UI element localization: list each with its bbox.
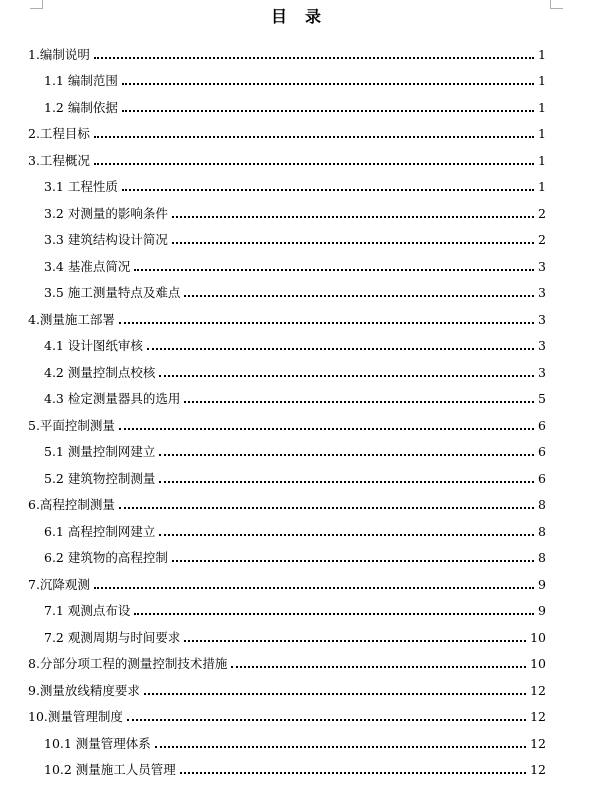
toc-entry-title[interactable]: 3.工程概况 [28, 152, 90, 168]
toc-page-number: 3 [538, 338, 546, 353]
toc-page-number: 1 [538, 73, 546, 88]
toc-dot-leader [231, 666, 526, 668]
toc-page-number: 1 [538, 152, 546, 168]
toc-entry-title[interactable]: 2.工程目标 [28, 126, 90, 141]
toc-entry[interactable] [28, 594, 546, 621]
toc-page-number: 3 [538, 311, 546, 327]
toc-entry[interactable] [28, 753, 546, 780]
toc-page-number: 12 [530, 735, 546, 751]
toc-dot-leader [134, 613, 534, 615]
toc-page-number: 8 [538, 523, 546, 539]
toc-entry-title[interactable]: 3.2 对测量的影响条件 [44, 205, 168, 221]
toc-page-number: 12 [530, 762, 546, 777]
toc-entry[interactable] [28, 541, 546, 568]
toc-page-number: 1 [538, 126, 546, 141]
toc-dot-leader [119, 428, 534, 430]
toc-entry-title[interactable]: 5.2 建筑物控制测量 [44, 470, 156, 486]
toc-dot-leader [184, 401, 534, 403]
toc-page-number: 1 [538, 179, 546, 194]
toc-entry[interactable] [28, 514, 546, 541]
toc-entry[interactable] [28, 647, 546, 674]
toc-entry[interactable] [28, 408, 546, 435]
toc-entry-title[interactable]: 6.2 建筑物的高程控制 [44, 550, 168, 565]
toc-entry-title[interactable]: 5.1 测量控制网建立 [44, 444, 156, 459]
toc-entry[interactable] [28, 64, 546, 91]
toc-page-number: 9 [538, 576, 546, 592]
toc-entry-title[interactable]: 5.平面控制测量 [28, 417, 115, 433]
toc-dot-leader [147, 348, 534, 350]
toc-entry[interactable] [28, 726, 546, 753]
toc-entry-title[interactable]: 8.分部分项工程的测量控制技术措施 [28, 656, 228, 671]
toc-dot-leader [180, 772, 526, 774]
toc-dot-leader [122, 110, 534, 112]
toc-entry[interactable] [28, 276, 546, 303]
toc-entry[interactable] [28, 223, 546, 250]
toc-entry[interactable] [28, 249, 546, 276]
toc-page-number: 6 [538, 444, 546, 459]
toc-page-number: 3 [538, 258, 546, 274]
toc-entry[interactable] [28, 170, 546, 197]
toc-page-number: 8 [538, 497, 546, 512]
toc-dot-leader [172, 560, 534, 562]
toc-dot-leader [172, 216, 534, 218]
toc-entry[interactable] [28, 435, 546, 462]
toc-entry[interactable] [28, 620, 546, 647]
toc-page-number: 8 [538, 550, 546, 565]
toc-page-number: 6 [538, 417, 546, 433]
toc-page-number: 2 [538, 232, 546, 247]
toc-page-number: 3 [538, 285, 546, 300]
toc-page-number: 2 [538, 205, 546, 221]
toc-entry-title[interactable]: 3.3 建筑结构设计简况 [44, 232, 168, 247]
toc-entry-title[interactable]: 4.3 检定测量器具的选用 [44, 391, 181, 406]
toc-page-number: 6 [538, 470, 546, 486]
toc-dot-leader [127, 719, 526, 721]
toc-entry[interactable] [28, 673, 546, 700]
toc-dot-leader [184, 640, 526, 642]
toc-page-number: 12 [530, 709, 546, 724]
toc-page-number: 1 [538, 46, 546, 62]
toc-dot-leader [119, 322, 534, 324]
toc-dot-leader [134, 269, 534, 271]
toc-dot-leader [94, 57, 534, 59]
toc-entry-title[interactable]: 4.测量施工部署 [28, 311, 115, 327]
toc-dot-leader [184, 295, 534, 297]
toc-page-number: 12 [530, 682, 546, 698]
toc-entry[interactable] [28, 90, 546, 117]
toc-entry-title[interactable]: 3.4 基准点简况 [44, 258, 131, 274]
toc-entry-title[interactable]: 7.沉降观测 [28, 576, 90, 592]
toc-entry-title[interactable]: 3.5 施工测量特点及难点 [44, 285, 181, 300]
toc-entry[interactable] [28, 329, 546, 356]
toc-entry[interactable] [28, 196, 546, 223]
toc-entry[interactable] [28, 355, 546, 382]
toc-entry-title[interactable]: 3.1 工程性质 [44, 179, 118, 194]
toc-entry[interactable] [28, 37, 546, 64]
toc-page-number: 5 [538, 391, 546, 406]
toc-dot-leader [94, 136, 534, 138]
toc-dot-leader [159, 481, 534, 483]
toc-entry[interactable] [28, 117, 546, 144]
toc-entry-title[interactable]: 10.1 测量管理体系 [44, 735, 151, 751]
toc-page-number: 3 [538, 364, 546, 380]
toc-title: 目 录 [270, 7, 322, 26]
toc-page-number: 9 [538, 603, 546, 618]
toc-dot-leader [172, 242, 534, 244]
toc-entry-title[interactable]: 10.2 测量施工人员管理 [44, 762, 176, 777]
toc-dot-leader [159, 375, 534, 377]
toc-entry[interactable] [28, 382, 546, 409]
toc-entry-title[interactable]: 10.测量管理制度 [28, 709, 123, 724]
toc-dot-leader [144, 693, 526, 695]
toc-entry-title[interactable]: 6.1 高程控制网建立 [44, 523, 156, 539]
toc-dot-leader [155, 746, 526, 748]
toc-dot-leader [94, 163, 534, 165]
toc-entry-title[interactable]: 1.编制说明 [28, 46, 90, 62]
toc-entry[interactable] [28, 567, 546, 594]
toc-entry-title[interactable]: 1.2 编制依据 [44, 99, 118, 115]
toc-entry-title[interactable]: 7.2 观测周期与时间要求 [44, 629, 181, 645]
toc-dot-leader [119, 507, 534, 509]
toc-dot-leader [159, 534, 534, 536]
toc-dot-leader [122, 189, 534, 191]
toc-entry-title[interactable]: 7.1 观测点布设 [44, 603, 131, 618]
toc-entry[interactable] [28, 700, 546, 727]
toc-entry[interactable] [28, 461, 546, 488]
toc-dot-leader [159, 454, 534, 456]
toc-dot-leader [122, 83, 534, 85]
toc-entry-title[interactable]: 4.2 测量控制点校核 [44, 364, 156, 380]
toc-entry-title[interactable]: 6.高程控制测量 [28, 497, 115, 512]
toc-page-number: 1 [538, 99, 546, 115]
toc-page-number: 10 [530, 656, 546, 671]
toc-entry-title[interactable]: 1.1 编制范围 [44, 73, 118, 88]
toc-entry-title[interactable]: 9.测量放线精度要求 [28, 682, 140, 698]
table-of-contents [28, 37, 546, 779]
toc-entry[interactable] [28, 302, 546, 329]
toc-entry[interactable] [28, 488, 546, 515]
toc-entry[interactable] [28, 143, 546, 170]
toc-entry-title[interactable]: 4.1 设计图纸审核 [44, 338, 143, 353]
toc-dot-leader [94, 587, 534, 589]
toc-page-number: 10 [530, 629, 546, 645]
